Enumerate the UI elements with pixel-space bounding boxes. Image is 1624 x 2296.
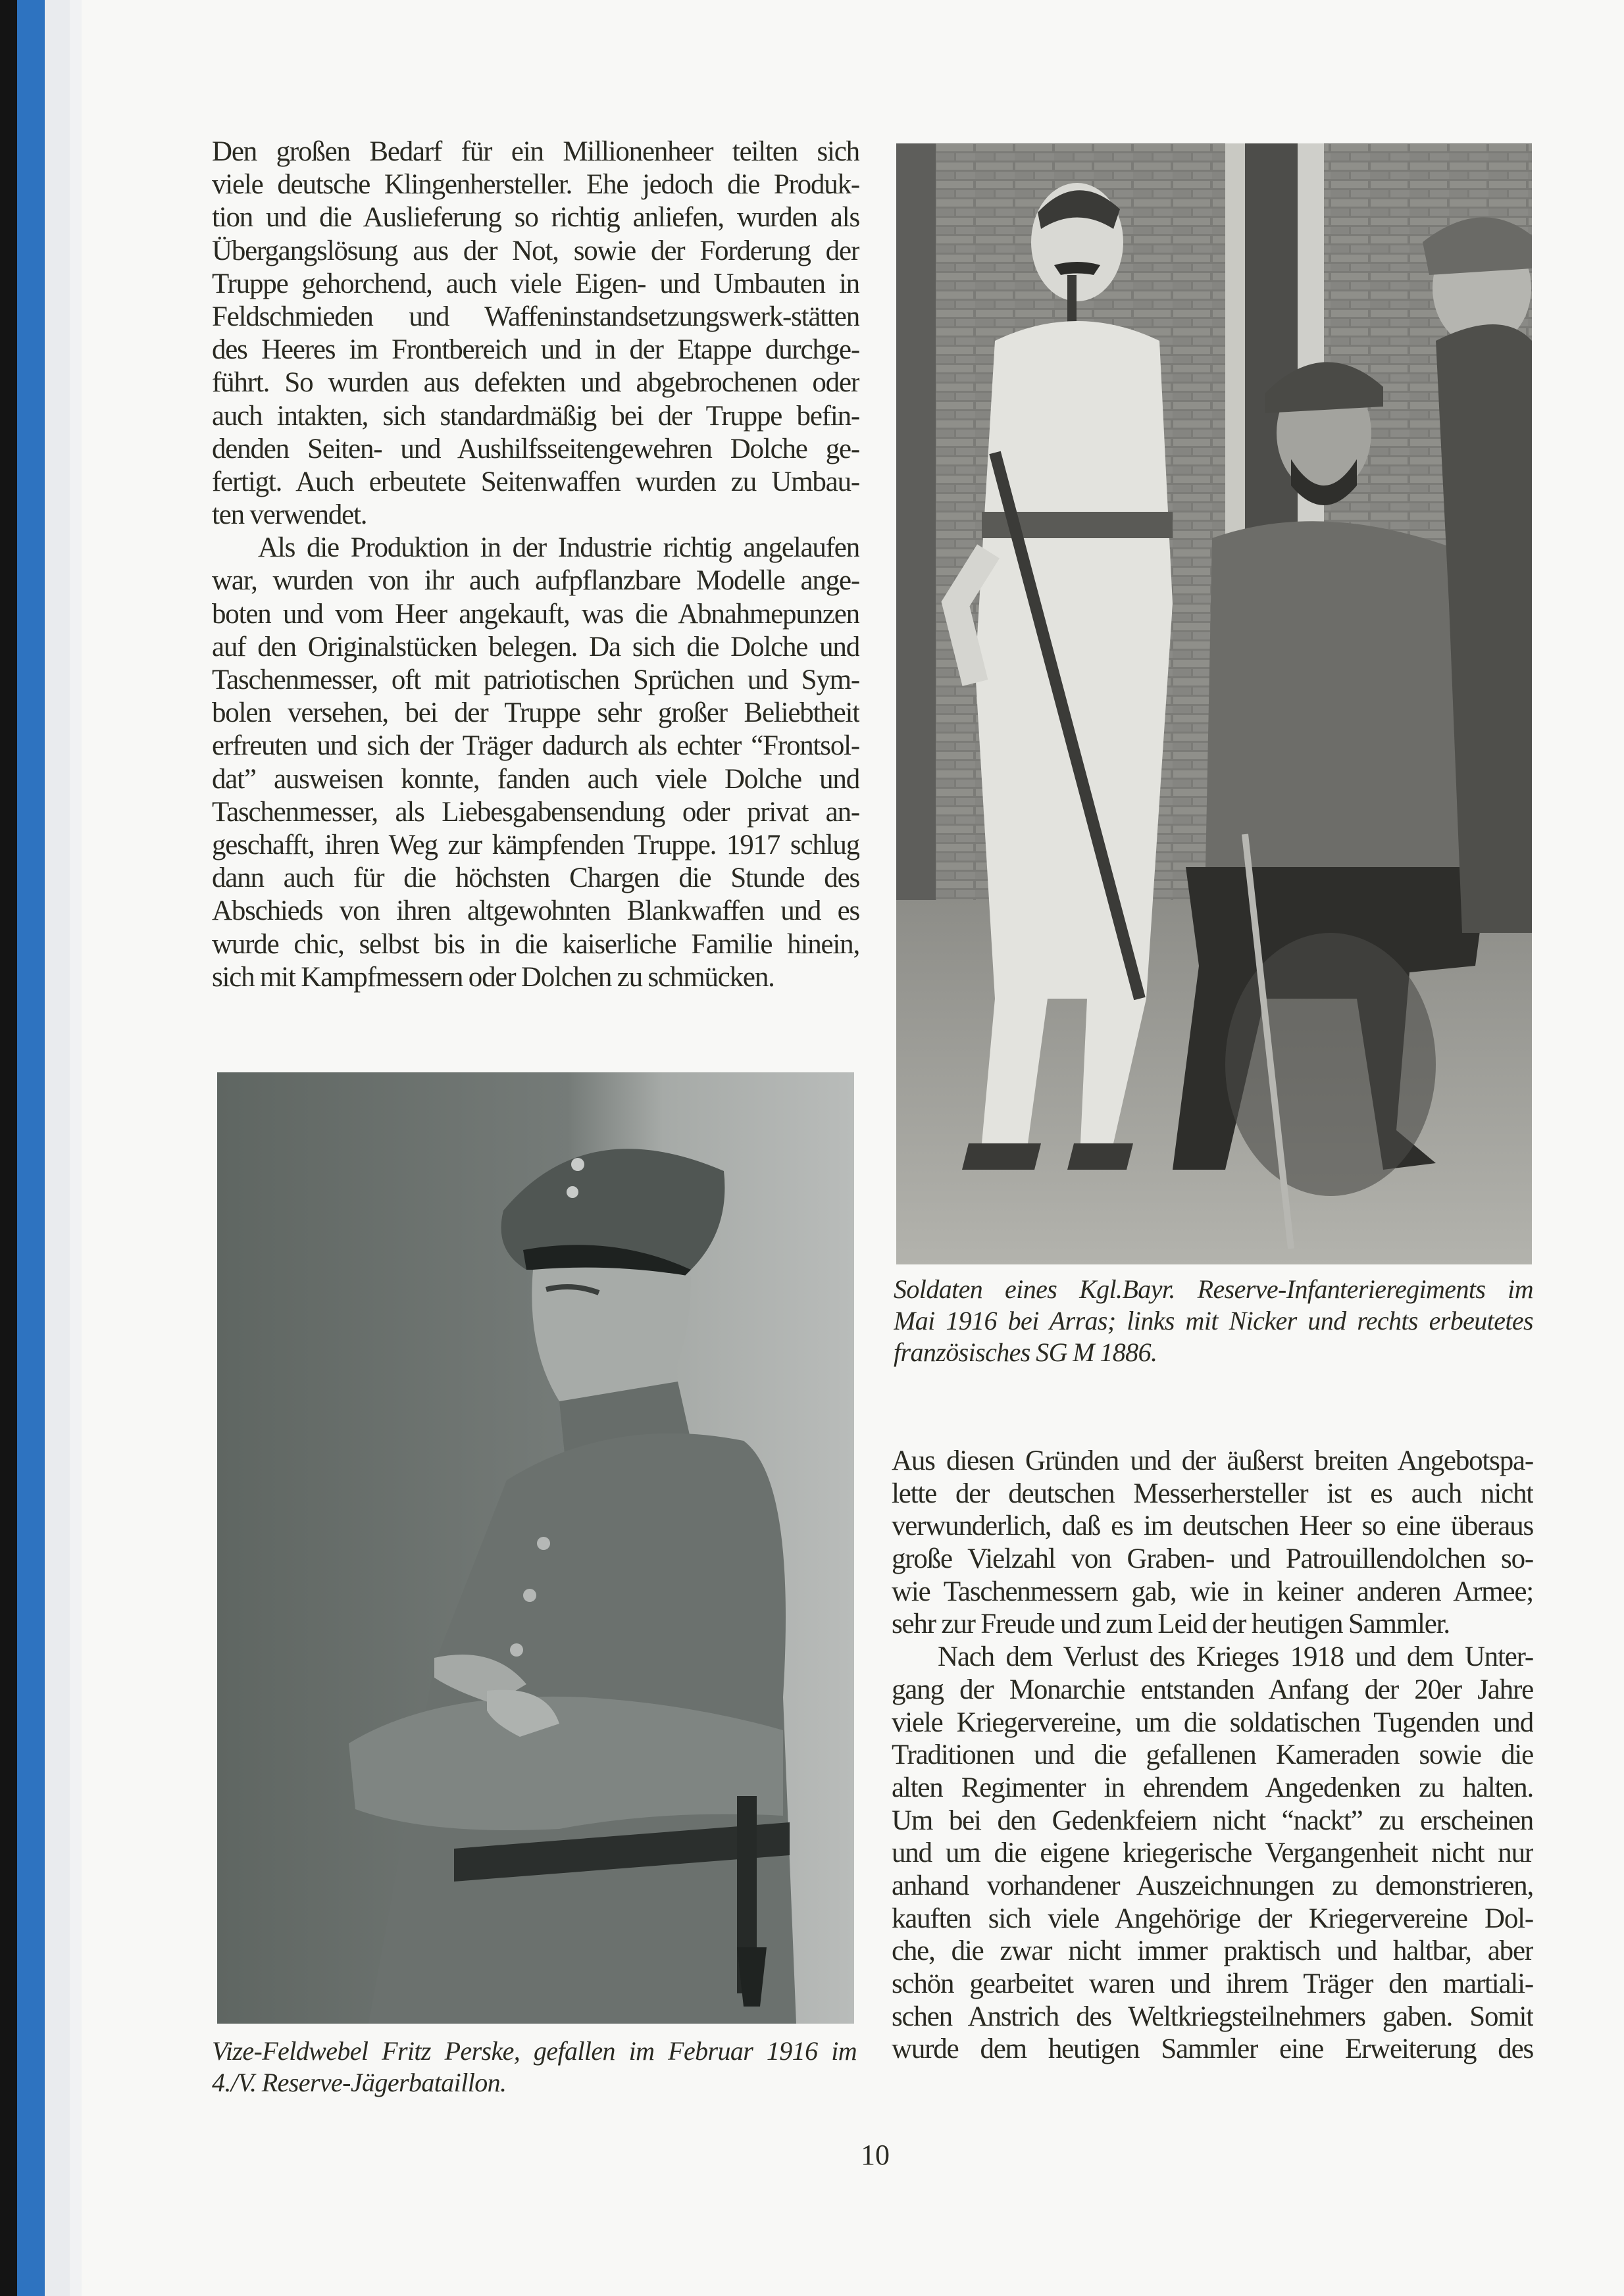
text-line: anhand vorhandener Auszeichnungen zu demonstrieren, [892,1870,1533,1901]
text-line: wurde dem heutigen Sammler eine Erweiterung des [892,2034,1533,2065]
page-stack-edge [45,0,70,2296]
caption-line: Soldaten eines Kgl.Bayr. Reserve-Infanterieregiments im [894,1274,1533,1304]
text-line: Aus diesen Gründen und der äußerst breiten Angebotspa- [892,1445,1533,1476]
text-line: wie Taschenmessern gab, wie in keiner anderen Armee; [892,1576,1533,1607]
page-gutter [70,0,82,2296]
text-line: Abschieds von ihren altgewohnten Blankwaffen und es [212,895,859,927]
text-line: gang der Monarchie entstanden Anfang der 20er Jahre [892,1674,1533,1705]
text-line: sehr zur Freude und zum Leid der heutigen Sammler. [892,1609,1450,1640]
caption-line: französisches SG M 1886. [894,1337,1157,1367]
text-line: kauften sich viele Angehörige der Kriegervereine Dol- [892,1903,1533,1934]
photo-soldiers [896,143,1532,1264]
text-line: sich mit Kampfmessern oder Dolchen zu schmücken. [212,961,774,993]
text-line: schen Anstrich des Weltkriegsteilnehmers gaben. Somit [892,2001,1533,2032]
text-line: Feldschmieden und Waffeninstandsetzungswerk-stätten [212,301,859,332]
text-line: Taschenmesser, oft mit patriotischen Sprüchen und Sym- [212,664,859,695]
text-line: viele Kriegervereine, um die soldatischen Tugenden und [892,1707,1533,1738]
door-frame [896,143,936,933]
text-line: des Heeres im Frontbereich und in der Etappe durchge- [212,334,859,366]
caption-line: Mai 1916 bei Arras; links mit Nicker und rechts erbeutetes [894,1306,1533,1335]
text-line: alten Regimenter in ehrendem Angedenken zu halten. [892,1772,1533,1803]
text-line: boten und vom Heer angekauft, was die Abnahmepunzen [212,598,859,630]
soldiers-photo-image [896,143,1532,1264]
text-line: Als die Produktion in der Industrie richtig angelaufen [258,532,859,564]
right-column-text [892,1445,1533,2066]
text-line: Taschenmesser, als Liebesgabensendung oder privat an- [212,796,859,828]
text-line: geschafft, ihren Weg zur kämpfenden Truppe. 1917 schlug [212,829,859,861]
text-line: dann auch für die höchsten Chargen die Stunde des [212,862,859,894]
text-line: bolen versehen, bei der Truppe sehr großer Beliebtheit [212,697,859,729]
text-line: fertigt. Auch erbeutete Seitenwaffen wurden zu Umbau- [212,466,859,497]
text-line: verwunderlich, daß es im deutschen Heer so eine überaus [892,1510,1533,1542]
text-line: Truppe gehorchend, auch viele Eigen- und Umbauten in [212,268,859,299]
text-line: tion und die Auslieferung so richtig anliefen, wurden als [212,202,859,234]
caption-portrait [212,2035,857,2099]
text-line: Nach dem Verlust des Krieges 1918 und dem Unter- [938,1641,1533,1673]
text-line: erfreuten und sich der Träger dadurch als echter “Frontsol- [212,730,859,762]
text-line: Traditionen und die gefallenen Kameraden sowie die [892,1739,1533,1771]
caption-soldiers [894,1274,1533,1368]
text-line: ten verwendet. [212,499,367,531]
page-number: 10 [861,2139,890,2171]
text-line: auf den Originalstücken belegen. Da sich die Dolche und [212,631,859,662]
text-line: auch intakten, sich standardmäßig bei der Truppe befin- [212,400,859,432]
caption-line: 4./V. Reserve-Jägerbataillon. [212,2068,507,2097]
text-line: che, die zwar nicht immer praktisch und haltbar, aber [892,1935,1533,1967]
book-cover-edge [17,0,45,2296]
text-line: lette der deutschen Messerhersteller ist es auch nicht [892,1478,1533,1509]
text-line: Um bei den Gedenkfeiern nicht “nackt” zu erscheinen [892,1805,1533,1836]
text-line: dat” ausweisen konnte, fanden auch viele Dolche und [212,763,859,795]
text-line: Übergangslösung aus der Not, sowie der Forderung der [212,235,859,266]
photo-portrait [217,1072,854,2024]
caption-line: Vize-Feldwebel Fritz Perske, gefallen im Februar 1916 im [212,2036,857,2066]
text-line: denden Seiten- und Aushilfsseitengewehren Dolche ge- [212,433,859,464]
scan-edge-shadow [0,0,17,2296]
text-line: führt. So wurden aus defekten und abgebrochenen oder [212,367,859,399]
text-line: große Vielzahl von Graben- und Patrouillendolchen so- [892,1543,1533,1575]
text-line: Den großen Bedarf für ein Millionenheer teilten sich [212,136,859,167]
text-line: und um die eigene kriegerische Vergangenheit nicht nur [892,1837,1533,1869]
text-line: wurde chic, selbst bis in die kaiserliche Familie hinein, [212,928,859,960]
text-line: war, wurden von ihr auch aufpflanzbare Modelle ange- [212,565,859,597]
left-column-text [212,136,859,994]
text-line: schön gearbeitet waren und ihrem Träger den martiali- [892,1968,1533,1999]
text-line: viele deutsche Klingenhersteller. Ehe jedoch die Produk- [212,169,859,201]
portrait-photo-image [217,1072,854,2024]
